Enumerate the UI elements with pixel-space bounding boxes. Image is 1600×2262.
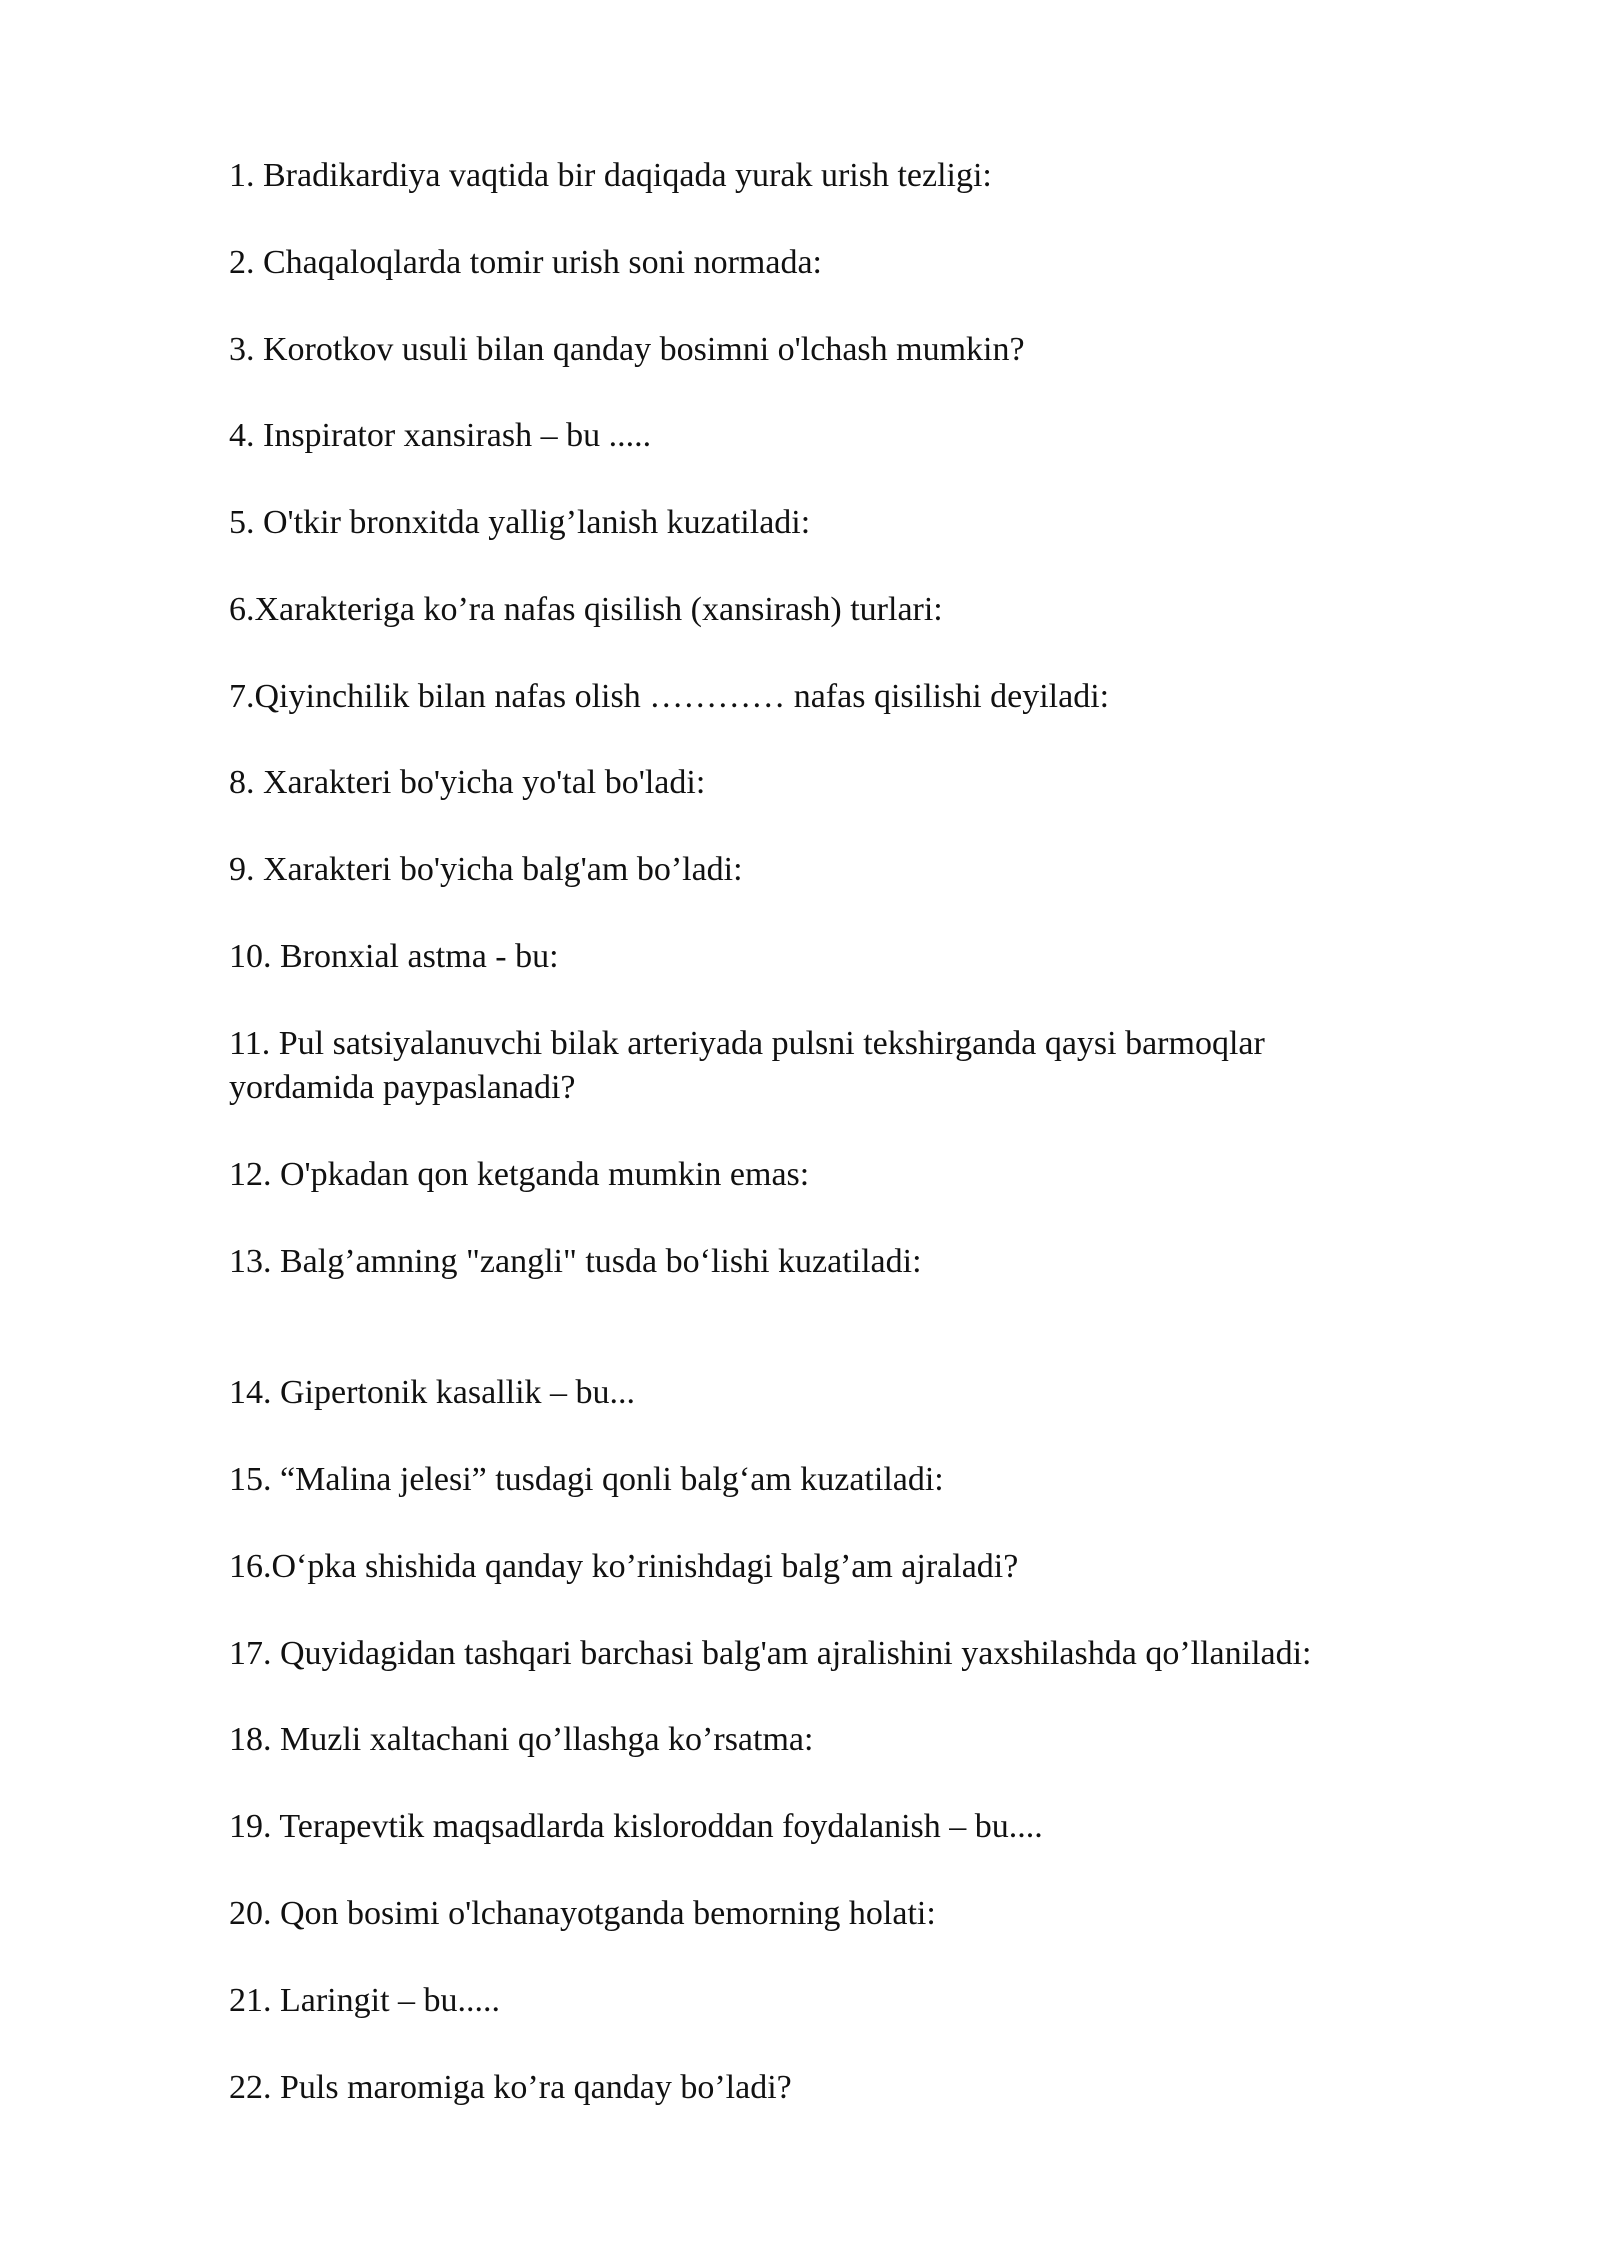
question-20: 20. Qon bosimi o'lchanayotganda bemorning holati: xyxy=(229,1895,936,1932)
question-2: 2. Chaqaloqlarda tomir urish soni normada: xyxy=(229,244,822,281)
question-8: 8. Xarakteri bo'yicha yo'tal bo'ladi: xyxy=(229,764,706,801)
question-7: 7.Qiyinchilik bilan nafas olish ………… nafas qisilishi deyiladi: xyxy=(229,678,1110,715)
question-9: 9. Xarakteri bo'yicha balg'am bo’ladi: xyxy=(229,851,743,888)
question-12: 12. O'pkadan qon ketganda mumkin emas: xyxy=(229,1156,810,1193)
question-11: 11. Pul satsiyalanuvchi bilak arteriyada pulsni tekshirganda qaysi barmoqlar yordamida paypaslanadi? xyxy=(229,1025,1265,1106)
question-16: 16.O‘pka shishida qanday ko’rinishdagi balg’am ajraladi? xyxy=(229,1548,1019,1585)
question-14: 14. Gipertonik kasallik – bu... xyxy=(229,1374,636,1411)
question-4: 4. Inspirator xansirash – bu ..... xyxy=(229,417,652,454)
question-17: 17. Quyidagidan tashqari barchasi balg'am ajralishini yaxshilashda qo’llaniladi: xyxy=(229,1635,1312,1672)
question-22: 22. Puls maromiga ko’ra qanday bo’ladi? xyxy=(229,2069,792,2106)
question-18: 18. Muzli xaltachani qo’llashga ko’rsatma: xyxy=(229,1721,814,1758)
question-1: 1. Bradikardiya vaqtida bir daqiqada yurak urish tezligi: xyxy=(229,157,992,194)
question-10: 10. Bronxial astma - bu: xyxy=(229,938,559,975)
question-5: 5. O'tkir bronxitda yallig’lanish kuzatiladi: xyxy=(229,504,811,541)
question-15: 15. “Malina jelesi” tusdagi qonli balg‘am kuzatiladi: xyxy=(229,1461,944,1498)
question-19: 19. Terapevtik maqsadlarda kisloroddan foydalanish – bu.... xyxy=(229,1808,1043,1845)
question-21: 21. Laringit – bu..... xyxy=(229,1982,501,2019)
question-3: 3. Korotkov usuli bilan qanday bosimni o'lchash mumkin? xyxy=(229,331,1025,368)
question-6: 6.Xarakteriga ko’ra nafas qisilish (xansirash) turlari: xyxy=(229,591,943,628)
question-13: 13. Balg’amning "zangli" tusda bo‘lishi kuzatiladi: xyxy=(229,1243,922,1280)
